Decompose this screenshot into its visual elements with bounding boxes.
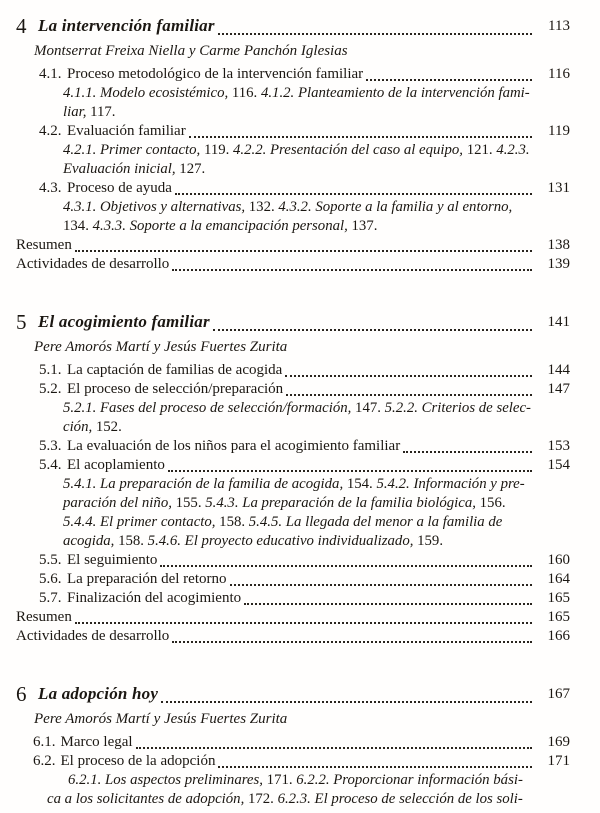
subsection-text: 6.2.1. Los aspectos preliminares,: [68, 772, 267, 788]
subsection-paragraph: [63, 399, 570, 437]
subsection-text: 5.2.2. Criterios de selec-: [384, 400, 531, 416]
subsection-text: 4.2.3.: [496, 142, 530, 158]
subsection-text: 172.: [247, 791, 278, 807]
subsection-text: 6.2.2. Proporcionar información bási-: [296, 772, 523, 788]
chapter-title: El acogimiento familiar: [38, 312, 210, 331]
leader-dots: [286, 394, 532, 396]
subsection-line: [63, 217, 570, 236]
subsection-line: [63, 399, 570, 418]
chapter-block: [16, 308, 570, 646]
leader-dots: [161, 701, 532, 703]
subsection-text: 147.: [355, 400, 385, 416]
subsection-line: [63, 84, 570, 103]
chapter-block: [16, 12, 570, 274]
chapter-heading: [16, 308, 570, 336]
entry-page-number: 165: [547, 609, 570, 625]
entry-label: El acoplamiento: [67, 457, 165, 473]
chapter-authors: Montserrat Freixa Niella y Carme Panchón Iglesias: [34, 43, 348, 59]
subsection-paragraph: [63, 475, 570, 551]
toc-entry: [39, 456, 570, 475]
leader-dots: [244, 603, 532, 605]
subsection-line: [63, 160, 570, 179]
entry-label: La preparación del retorno: [67, 571, 227, 587]
chapter-number: 4: [16, 14, 27, 38]
entry-page-number: 144: [547, 362, 570, 378]
entry-page-number: 119: [548, 123, 570, 139]
entry-page-number: 166: [547, 628, 570, 644]
chapter-heading: [16, 12, 570, 40]
entry-page-number: 164: [547, 571, 570, 587]
subsection-text: 171.: [266, 772, 297, 788]
subsection-text: 4.3.3. Soporte a la emancipación personal,: [92, 218, 352, 234]
subsection-text: 5.4.6. El proyecto educativo individualizado,: [147, 533, 418, 549]
subsection-text: 121.: [466, 142, 497, 158]
subsection-paragraph: [63, 84, 570, 122]
toc-entry: [16, 627, 570, 646]
chapter-authors: Pere Amorós Martí y Jesús Fuertes Zurita: [34, 339, 288, 355]
subsection-text: 119.: [203, 142, 234, 158]
entry-number: 5.3.: [39, 438, 62, 454]
leader-dots: [172, 641, 532, 643]
subsection-text: 4.2.2. Presentación del caso al equipo,: [233, 142, 467, 158]
chapter-page-number: 167: [547, 686, 570, 702]
entry-page-number: 154: [547, 457, 570, 473]
entry-page-number: 116: [548, 66, 570, 82]
subsection-text: 158.: [118, 533, 148, 549]
subsection-line: [63, 418, 570, 437]
leader-dots: [218, 33, 532, 35]
subsection-text: 6.2.3. El proceso de selección de los soli-: [277, 791, 523, 807]
entry-label: Finalización del acogimiento: [67, 590, 242, 606]
chapter-number: 5: [16, 310, 27, 334]
entry-label: El seguimiento: [67, 552, 158, 568]
toc-entry: [39, 361, 570, 380]
entry-number: 5.6.: [39, 571, 62, 587]
subsection-line: [63, 103, 570, 122]
toc-entry: [33, 733, 570, 752]
entry-label: Marco legal: [60, 734, 133, 750]
entry-number: 6.1.: [33, 734, 56, 750]
subsection-text: Evaluación inicial,: [63, 161, 180, 177]
toc-entry: [16, 236, 570, 255]
subsection-line: [63, 198, 570, 217]
subsection-text: 154.: [346, 476, 377, 492]
subsection-line: [63, 532, 570, 551]
subsection-line: [47, 771, 570, 790]
toc-entry: [39, 179, 570, 198]
toc-entry: [39, 380, 570, 399]
subsection-text: 5.4.2. Información y pre-: [376, 476, 525, 492]
leader-dots: [189, 136, 532, 138]
entry-number: 6.2.: [33, 753, 56, 769]
subsection-line: [47, 790, 570, 809]
entry-label: Actividades de desarrollo: [16, 628, 170, 644]
subsection-paragraph: [47, 771, 570, 809]
leader-dots: [230, 584, 533, 586]
leader-dots: [213, 329, 532, 331]
subsection-text: 5.4.3. La preparación de la familia biológica,: [205, 495, 480, 511]
entry-number: 5.2.: [39, 381, 62, 397]
toc-entry: [16, 255, 570, 274]
leader-dots: [75, 622, 532, 624]
subsection-text: 4.3.1. Objetivos y alternativas,: [63, 199, 249, 215]
leader-dots: [218, 766, 532, 768]
chapter-title: La adopción hoy: [38, 684, 159, 703]
chapter-authors: Pere Amorós Martí y Jesús Fuertes Zurita: [34, 711, 288, 727]
entry-number: 4.2.: [39, 123, 62, 139]
leader-dots: [136, 747, 532, 749]
toc-entry: [39, 65, 570, 84]
entry-page-number: 171: [547, 753, 570, 769]
chapter-page-number: 141: [547, 314, 570, 330]
subsection-text: 117.: [90, 104, 116, 120]
subsection-text: 5.4.5. La llegada del menor a la familia de: [248, 514, 503, 530]
leader-dots: [172, 269, 532, 271]
subsection-text: 158.: [219, 514, 249, 530]
entry-page-number: 165: [547, 590, 570, 606]
entry-number: 5.1.: [39, 362, 62, 378]
subsection-paragraph: [63, 141, 570, 179]
subsection-text: acogida,: [63, 533, 119, 549]
subsection-text: 159.: [417, 533, 444, 549]
toc-entry: [39, 437, 570, 456]
entry-page-number: 131: [547, 180, 570, 196]
leader-dots: [285, 375, 532, 377]
entry-label: Actividades de desarrollo: [16, 256, 170, 272]
entry-page-number: 139: [547, 256, 570, 272]
subsection-line: [63, 475, 570, 494]
subsection-text: ca a los solicitantes de adopción,: [47, 791, 248, 807]
entry-page-number: 153: [547, 438, 570, 454]
chapter-number: 6: [16, 682, 27, 706]
leader-dots: [175, 193, 532, 195]
entry-number: 5.7.: [39, 590, 62, 606]
entry-label: La evaluación de los niños para el acogimiento familiar: [67, 438, 401, 454]
toc-entry: [39, 570, 570, 589]
entry-label: Proceso metodológico de la intervención familiar: [67, 66, 364, 82]
subsection-text: 4.1.1. Modelo ecosistémico,: [63, 85, 232, 101]
entry-number: 4.1.: [39, 66, 62, 82]
entry-label: Evaluación familiar: [67, 123, 186, 139]
toc-entry: [39, 122, 570, 141]
entry-page-number: 147: [547, 381, 570, 397]
subsection-text: 137.: [351, 218, 378, 234]
leader-dots: [168, 470, 532, 472]
subsection-paragraph: [63, 198, 570, 236]
leader-dots: [366, 79, 532, 81]
subsection-text: liar,: [63, 104, 91, 120]
subsection-text: 156.: [479, 495, 506, 511]
toc-entry: [16, 608, 570, 627]
entry-label: La captación de familias de acogida: [67, 362, 283, 378]
entry-label: El proceso de selección/preparación: [67, 381, 284, 397]
subsection-line: [63, 494, 570, 513]
subsection-text: ción,: [63, 419, 96, 435]
entry-page-number: 160: [547, 552, 570, 568]
subsection-text: 152.: [95, 419, 122, 435]
subsection-text: 155.: [175, 495, 206, 511]
subsection-text: 134.: [63, 218, 93, 234]
toc-entry: [33, 752, 570, 771]
entry-label: El proceso de la adopción: [60, 753, 216, 769]
entry-number: 5.5.: [39, 552, 62, 568]
leader-dots: [160, 565, 532, 567]
table-of-contents: [16, 12, 570, 809]
entry-number: 4.3.: [39, 180, 62, 196]
subsection-text: 127.: [179, 161, 206, 177]
leader-dots: [403, 451, 532, 453]
entry-label: Resumen: [16, 237, 72, 253]
subsection-text: 5.4.1. La preparación de la familia de acogida,: [63, 476, 347, 492]
subsection-text: 5.4.4. El primer contacto,: [63, 514, 220, 530]
chapter-page-number: 113: [548, 18, 570, 34]
entry-page-number: 169: [547, 734, 570, 750]
entry-page-number: 138: [547, 237, 570, 253]
chapter-block: [16, 680, 570, 809]
subsection-text: 5.2.1. Fases del proceso de selección/formación,: [63, 400, 356, 416]
subsection-line: [63, 141, 570, 160]
entry-number: 5.4.: [39, 457, 62, 473]
chapter-heading: [16, 680, 570, 708]
chapter-title: La intervención familiar: [38, 16, 215, 35]
subsection-text: 132.: [248, 199, 279, 215]
entry-label: Proceso de ayuda: [67, 180, 172, 196]
subsection-text: 4.2.1. Primer contacto,: [63, 142, 204, 158]
toc-entry: [39, 551, 570, 570]
subsection-line: [63, 513, 570, 532]
subsection-text: paración del niño,: [63, 495, 176, 511]
toc-entry: [39, 589, 570, 608]
subsection-text: 4.3.2. Soporte a la familia y al entorno,: [278, 199, 513, 215]
entry-label: Resumen: [16, 609, 72, 625]
subsection-text: 116.: [231, 85, 261, 101]
subsection-text: 4.1.2. Planteamiento de la intervención fami-: [260, 85, 530, 101]
leader-dots: [75, 250, 532, 252]
